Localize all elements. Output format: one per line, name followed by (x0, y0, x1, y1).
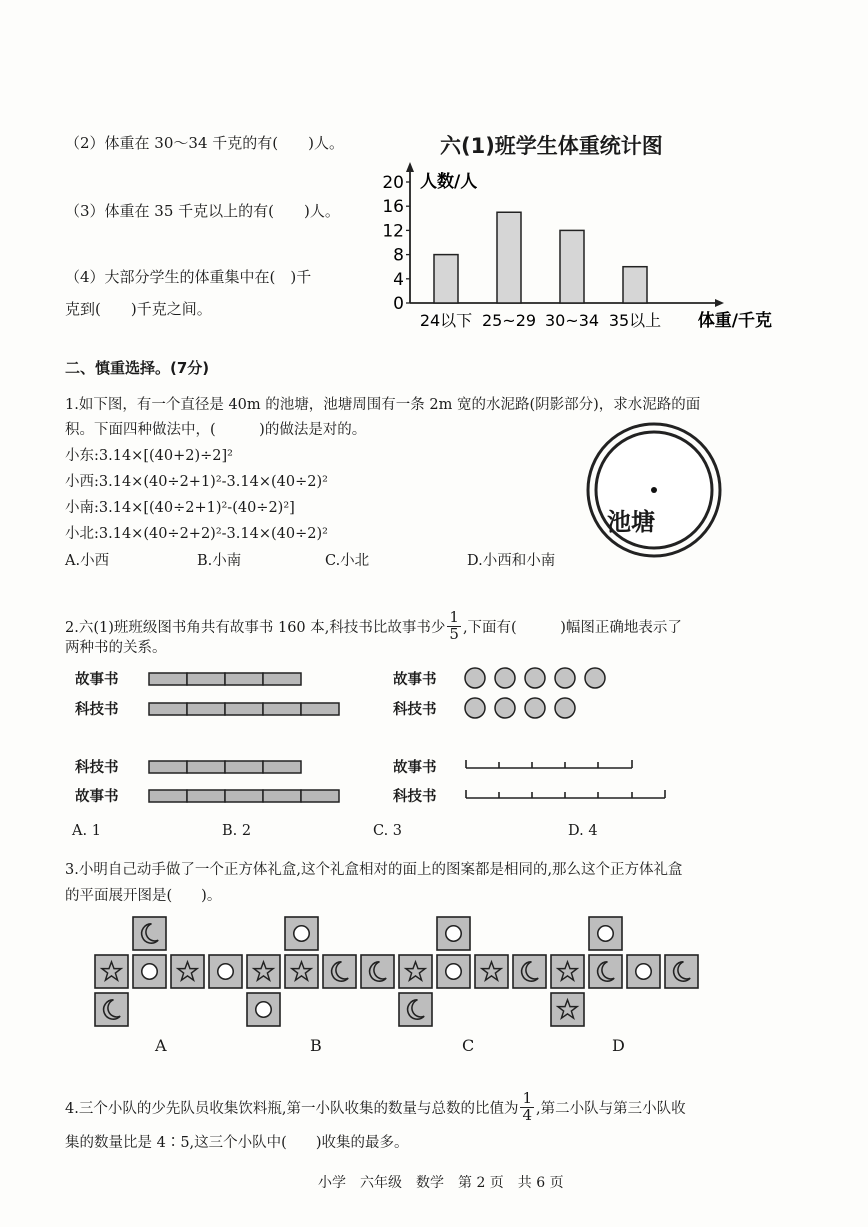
story-segment (187, 673, 225, 685)
story-segment (301, 790, 339, 802)
net-face (589, 955, 622, 988)
question-2-1-line1: 1.如下图，有一个直径是 40m 的池塘，池塘周围有一条 2m 宽的水泥路(阴影部分)，求水泥路的面 (65, 397, 701, 413)
figure-1-bars (145, 670, 360, 720)
story-circle (555, 668, 575, 688)
y-tick-label: 4 (393, 269, 404, 290)
question-1-2: （2）体重在 30～34 千克的有( )人。 (65, 134, 344, 152)
figure-2-circles (460, 664, 630, 724)
pond-diagram (584, 420, 724, 560)
net-label-b: B (310, 1036, 322, 1055)
question-2-3-line1: 3.小明自己动手做了一个正方体礼盒,这个礼盒相对的面上的图案都是相同的,那么这个正方体礼盒 (65, 862, 683, 878)
q22-option-c: C. 3 (373, 823, 403, 839)
chart-title: 六(1)班学生体重统计图 (440, 134, 663, 158)
y-tick-label: 16 (382, 197, 404, 218)
story-circle (525, 668, 545, 688)
science-segment (225, 703, 263, 715)
section-2-heading: 二、慎重选择。(7分) (65, 359, 210, 377)
circle-icon (446, 964, 461, 979)
option-b: B.小南 (197, 553, 242, 569)
x-axis-arrow (715, 299, 724, 307)
net-label-a: A (155, 1036, 167, 1055)
story-segment (225, 673, 263, 685)
circle-icon (446, 926, 461, 941)
question-1-3: （3）体重在 35 千克以上的有( )人。 (65, 202, 340, 220)
method-xiaodong: 小东:3.14×[(40+2)÷2]² (65, 448, 233, 464)
x-tick-label: 30~34 (544, 311, 600, 330)
net-face (95, 993, 128, 1026)
science-segment (149, 761, 187, 773)
fraction-numerator: 1 (522, 1088, 532, 1107)
method-xiaobei: 小北:3.14×(40÷2+2)²-3.14×(40÷2)² (65, 526, 328, 542)
weight-bar-chart (370, 160, 790, 335)
q22-option-b: B. 2 (222, 823, 252, 839)
option-d: D.小西和小南 (467, 553, 556, 569)
fraction-numerator: 1 (449, 607, 459, 626)
science-circle (495, 698, 515, 718)
page-footer: 小学 六年级 数学 第 2 页 共 6 页 (318, 1175, 564, 1191)
circle-icon (218, 964, 233, 979)
q22-option-d: D. 4 (568, 823, 598, 839)
story-circle (495, 668, 515, 688)
y-tick-label: 12 (382, 221, 404, 242)
pond-center-dot (651, 487, 657, 493)
fig4-story-label: 故事书 (393, 760, 437, 776)
science-segment (187, 703, 225, 715)
fraction-one-fifth (447, 607, 461, 643)
science-segment (225, 761, 263, 773)
net-face (513, 955, 546, 988)
circle-icon (294, 926, 309, 941)
bar-25~29 (497, 212, 521, 303)
net-face (323, 955, 356, 988)
net-label-c: C (462, 1036, 475, 1055)
x-tick-label: 35以上 (608, 311, 662, 330)
figure-4-lines (460, 756, 675, 806)
science-circle (555, 698, 575, 718)
fraction-one-fourth (520, 1088, 534, 1124)
question-2-3-line2: 的平面展开图是( )。 (65, 888, 222, 904)
bar-30~34 (560, 230, 584, 303)
question-2-4-line1 (65, 1086, 686, 1128)
q22-text-after: ,下面有( )幅图正确地表示了 (462, 619, 682, 636)
x-tick-label: 25~29 (481, 311, 537, 330)
science-segment (263, 703, 301, 715)
figure-3-bars (145, 758, 360, 808)
net-label-d: D (612, 1036, 625, 1055)
question-2-4-line2: 集的数量比是 4∶5,这三个小队中( )收集的最多。 (65, 1135, 409, 1151)
story-segment (149, 673, 187, 685)
y-tick-label: 0 (393, 294, 404, 314)
y-tick-label: 8 (393, 245, 404, 266)
q24-text-after: ,第二小队与第三小队收 (536, 1100, 686, 1117)
fig1-story-label: 故事书 (75, 672, 119, 688)
science-circle (465, 698, 485, 718)
circle-icon (636, 964, 651, 979)
x-tick-label: 24以下 (419, 311, 473, 330)
story-segment (263, 790, 301, 802)
method-xiaonan: 小南:3.14×[(40÷2+1)²-(40÷2)²] (65, 500, 295, 516)
story-circle (585, 668, 605, 688)
q24-text-before: 4.三个小队的少先队员收集饮料瓶,第一小队收集的数量与总数的比值为 (65, 1100, 519, 1117)
method-xiaoxi: 小西:3.14×(40÷2+1)²-3.14×(40÷2)² (65, 474, 328, 490)
q22-text-before: 2.六(1)班班级图书角共有故事书 160 本,科技书比故事书少 (65, 619, 446, 636)
story-circle (465, 668, 485, 688)
question-2-1-line2: 积。下面四种做法中，( )的做法是对的。 (65, 422, 367, 438)
fig1-science-label: 科技书 (75, 702, 119, 718)
y-tick-label: 20 (382, 173, 404, 193)
bar-35以上 (623, 267, 647, 303)
science-segment (187, 761, 225, 773)
fig2-story-label: 故事书 (393, 672, 437, 688)
fraction-denominator: 5 (449, 624, 459, 643)
science-segment (149, 703, 187, 715)
option-a: A.小西 (65, 553, 110, 569)
y-axis-arrow (406, 162, 414, 172)
q22-option-a: A. 1 (72, 823, 101, 839)
net-face (133, 917, 166, 950)
story-segment (263, 673, 301, 685)
pond-label: 池塘 (607, 508, 655, 536)
circle-icon (598, 926, 613, 941)
story-segment (225, 790, 263, 802)
circle-icon (256, 1002, 271, 1017)
bar-24以下 (434, 255, 458, 303)
option-c: C.小北 (325, 553, 370, 569)
fraction-denominator: 4 (522, 1105, 532, 1124)
science-circle (525, 698, 545, 718)
question-1-4-line1: （4）大部分学生的体重集中在( )千 (65, 268, 312, 286)
fig3-science-label: 科技书 (75, 760, 119, 776)
circle-icon (142, 964, 157, 979)
science-segment (301, 703, 339, 715)
net-face (361, 955, 394, 988)
question-2-2-line2: 两种书的关系。 (65, 640, 167, 656)
fig4-science-label: 科技书 (393, 789, 437, 805)
story-segment (187, 790, 225, 802)
net-face (665, 955, 698, 988)
fig3-story-label: 故事书 (75, 789, 119, 805)
y-axis-label: 人数/人 (420, 172, 478, 192)
fig2-science-label: 科技书 (393, 702, 437, 718)
cube-nets (60, 915, 760, 1030)
question-1-4-line2: 克到( )千克之间。 (65, 300, 212, 318)
net-face (399, 993, 432, 1026)
x-axis-label: 体重/千克 (697, 311, 772, 331)
story-segment (149, 790, 187, 802)
science-segment (263, 761, 301, 773)
